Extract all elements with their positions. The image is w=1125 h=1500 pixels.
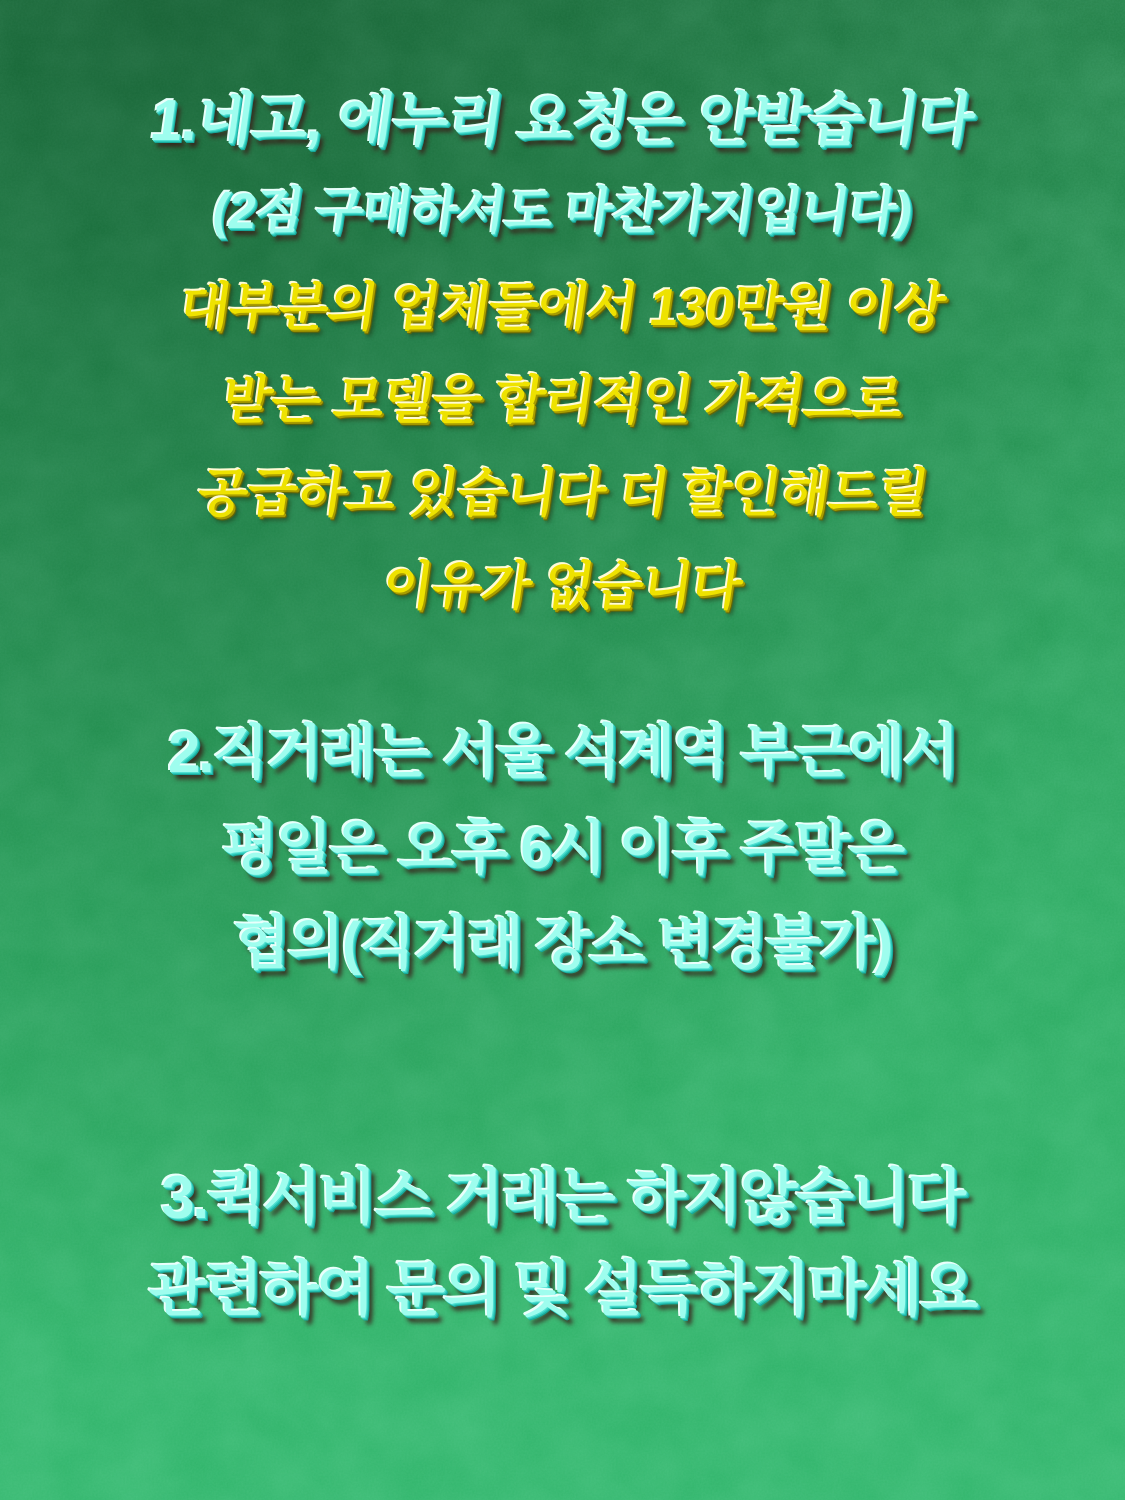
rule1-body-line2 xyxy=(0,372,1125,430)
rule1-body-line4-text: 이유가 없습니다 xyxy=(379,558,746,616)
rule2-line3 xyxy=(0,911,1125,976)
rule1-title-text: 1.네고, 에누리 요청은 안받습니다 xyxy=(146,88,979,153)
rule2-line1-text: 2.직거래는 서울 석계역 부근에서 xyxy=(167,720,958,785)
rule2-line3-text: 협의(직거래 장소 변경불가) xyxy=(233,911,892,976)
rule3-line2 xyxy=(0,1256,1125,1323)
rule1-title xyxy=(0,88,1125,153)
rule1-body-line1-text: 대부분의 업체들에서 130만원 이상 xyxy=(176,279,949,337)
rule1-body-line3 xyxy=(0,465,1125,523)
rule1-body-line3-text: 공급하고 있습니다 더 할인해드릴 xyxy=(193,465,932,523)
rule3-line1-text: 3.퀵서비스 거래는 하지않습니다 xyxy=(161,1164,964,1231)
rule3-line1 xyxy=(0,1164,1125,1231)
rule1-note-text: (2점 구매하셔도 마찬가지입니다) xyxy=(209,183,916,239)
rule2-line2 xyxy=(0,816,1125,881)
rule3-line2-text: 관련하여 문의 및 설득하지마세요 xyxy=(148,1256,977,1323)
rule1-body-line1 xyxy=(0,279,1125,337)
rule1-body-line2-text: 받는 모델을 합리적인 가격으로 xyxy=(218,372,907,430)
rule1-body-line4 xyxy=(0,558,1125,616)
rule2-line2-text: 평일은 오후 6시 이후 주말은 xyxy=(221,816,904,881)
rule1-note xyxy=(0,183,1125,239)
rule2-line1 xyxy=(0,720,1125,785)
